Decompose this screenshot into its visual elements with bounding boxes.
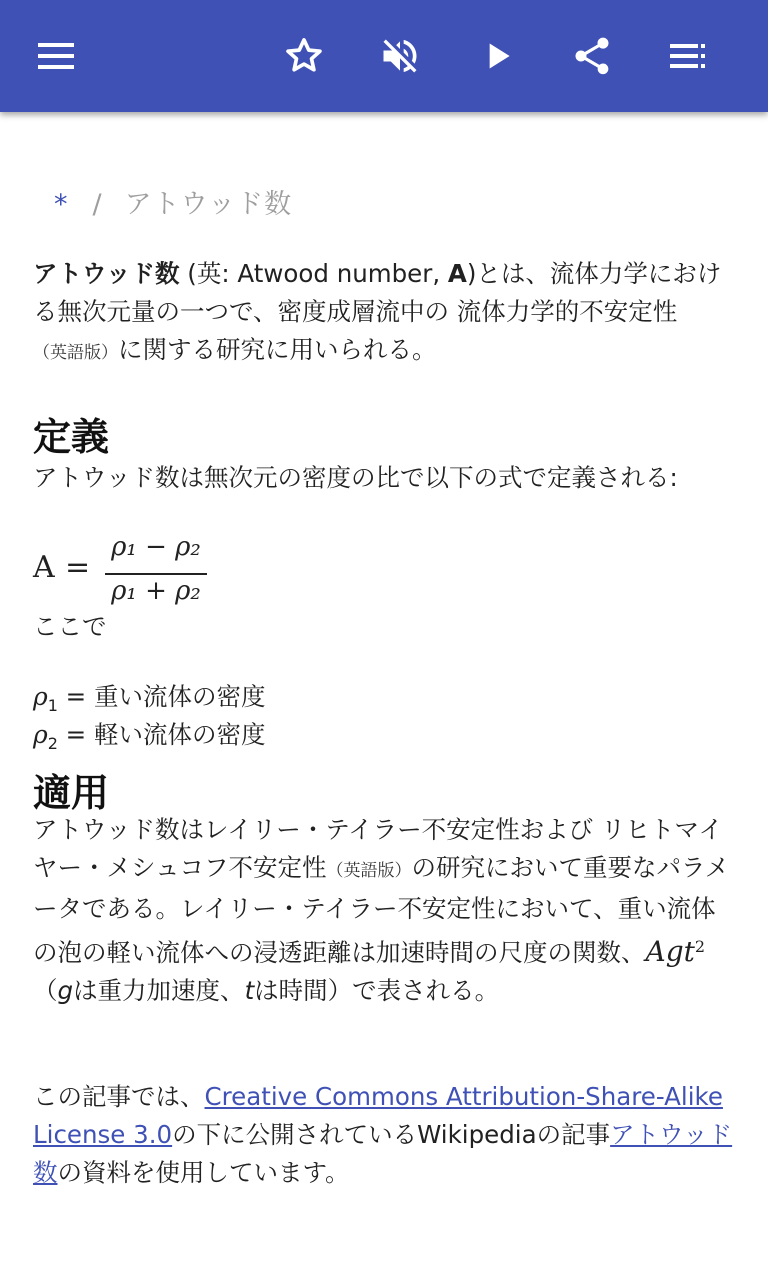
definition-text: アトウッド数は無次元の密度の比で以下の式で定義される: [33,463,678,492]
rho2-symbol: ρ [33,720,48,749]
list-icon [668,36,708,76]
app-bar [0,0,768,112]
formula-numerator: ρ₁ − ρ₂ [111,532,201,562]
breadcrumb [54,182,292,221]
rho1-text: = 重い流体の密度 [57,682,266,711]
contents-button[interactable] [658,26,718,86]
intro-symbol: A [447,259,467,288]
menu-button[interactable] [26,26,86,86]
symbol-g: g [57,976,74,1006]
atwood-formula [33,530,233,610]
application-text-5: は時間）で表される。 [254,976,500,1006]
application-text-3: （ [33,976,58,1006]
intro-text-2: )とは、流体力学における無次元量の一つで、密度成層流中の 流体力学的不安定性 [33,259,722,326]
application-paragraph [33,811,738,1010]
formula-lhs: A [33,550,55,585]
intro-term: アトウッド数 [33,259,180,288]
breadcrumb-current: アトウッド数 [124,189,293,220]
english-version-link-2[interactable]: （英語版） [326,861,412,881]
expr-agt: Agt [645,935,695,969]
breadcrumb-root[interactable]: * [54,189,69,220]
application-heading: 適用 [33,771,110,815]
intro-text-1: (英: Atwood number, [179,259,448,288]
application-text-1: アトウッド数はレイリー・テイラー不安定性および リヒトマイヤー・メシュコフ不安定性 [33,815,723,882]
star-icon [282,34,326,78]
rho1-symbol: ρ [33,682,48,711]
symbol-t: t [244,976,255,1006]
fraction-bar [105,573,207,575]
mute-button[interactable] [370,26,430,86]
play-icon [478,36,518,76]
expr-superscript: 2 [694,937,706,956]
menu-icon [36,36,76,76]
share-button[interactable] [562,26,622,86]
here-text: ここで [33,612,107,641]
rho2-text: = 軽い流体の密度 [57,720,266,749]
english-version-link[interactable]: （英語版） [33,343,118,363]
application-text-4: は重力加速度、 [73,976,245,1006]
formula-equals: = [65,550,91,585]
share-icon [570,34,614,78]
bookmark-button[interactable] [274,26,334,86]
rho1-subscript: 1 [47,695,58,715]
footer-text-1: この記事では、 [33,1082,205,1111]
rho1-definition [33,678,266,715]
footer-text-3: の資料を使用しています。 [57,1158,350,1187]
intro-paragraph [33,255,738,372]
definition-heading: 定義 [33,415,110,459]
article-link[interactable]: アトウッド数 [33,1120,733,1187]
rho2-definition [33,716,266,753]
rho2-subscript: 2 [47,733,58,753]
formula-denominator: ρ₁ + ρ₂ [111,576,201,606]
license-footer [33,1078,738,1192]
play-button[interactable] [468,26,528,86]
application-text-2: の研究において重要なパラメータである。レイリー・テイラー不安定性において、重い流体の泡の軽い流体への浸透距離は加速時間の尺度の関数、 [33,853,730,968]
breadcrumb-separator: / [92,189,103,220]
license-link[interactable]: Creative Commons Attribution-Share-Alike License 3.0 [33,1082,723,1149]
volume-off-icon [378,34,422,78]
footer-text-2: の下に公開されているWikipediaの記事 [172,1120,611,1149]
intro-text-3: に関する研究に用いられる。 [118,335,437,364]
